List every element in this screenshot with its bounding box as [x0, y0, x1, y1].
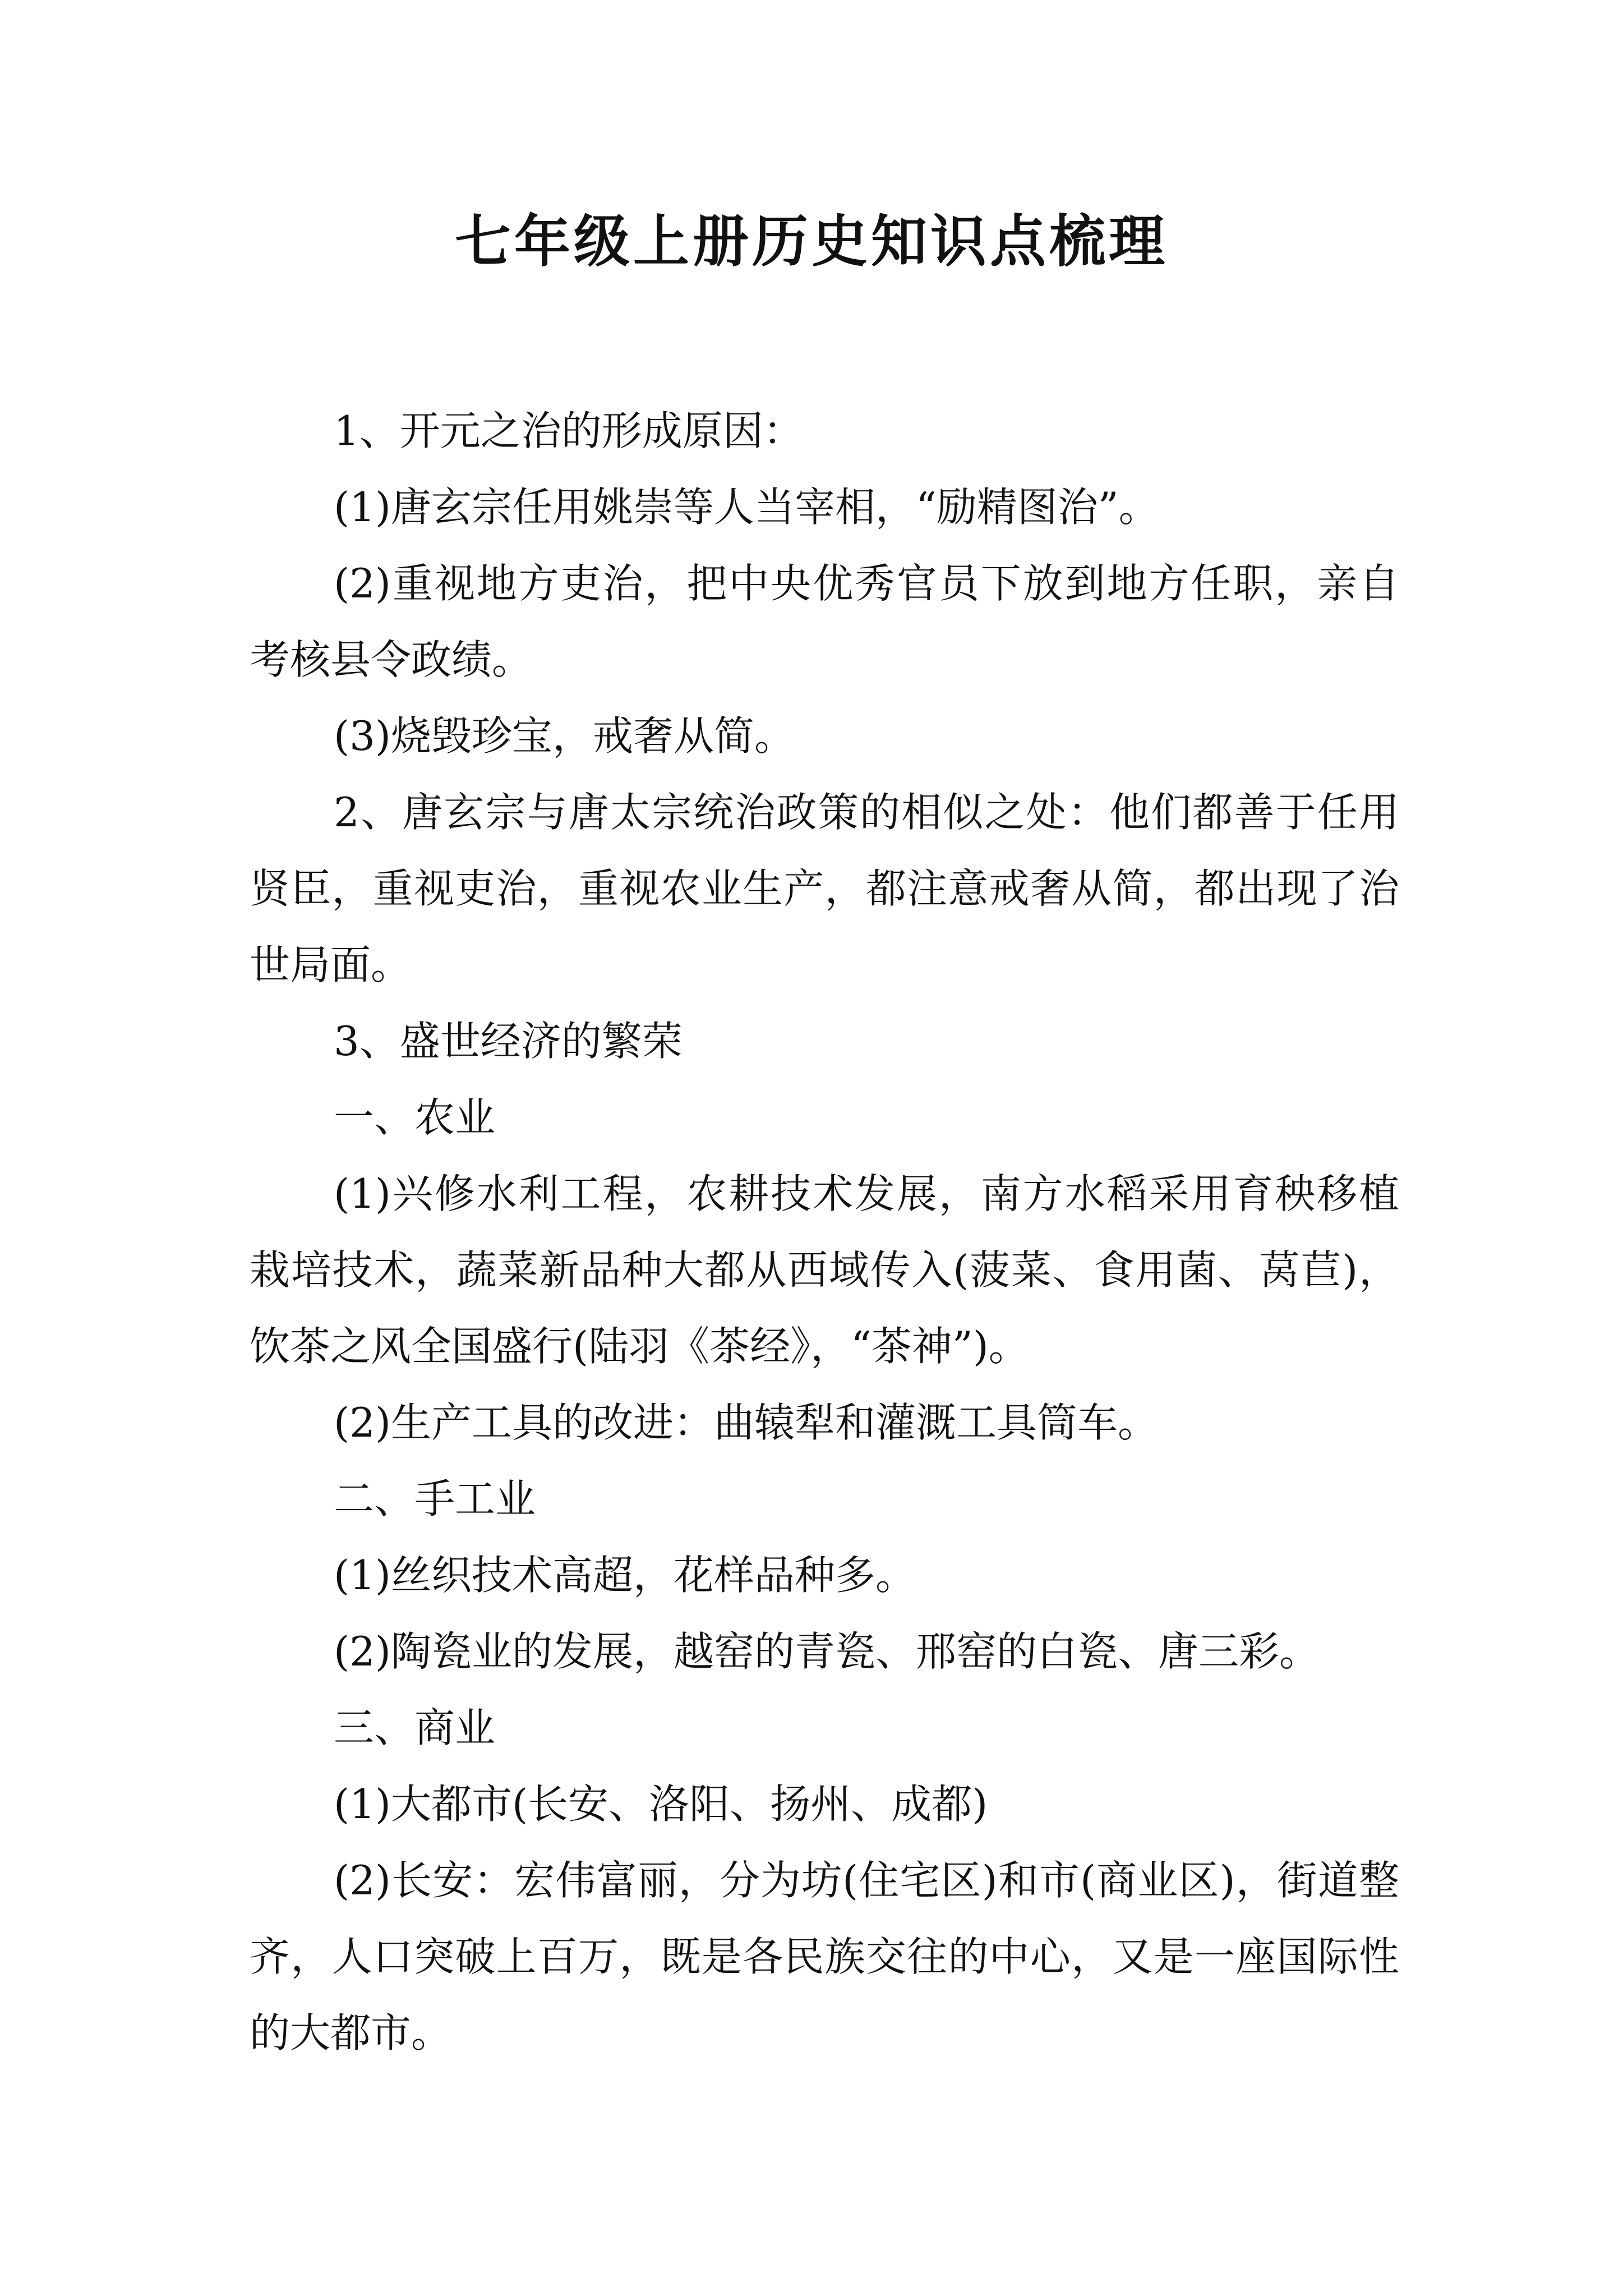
paragraph: (1)大都市(长安、洛阳、扬州、成都)	[334, 1780, 988, 1828]
paragraph: (1)兴修水利工程，农耕技术发展，南方水稻采用育秧移植栽培技术，蔬菜新品种大都从西域传入(菠菜、食用菌、莴苣)，饮茶之风全国盛行(陆羽《茶经》，“茶神”)。	[250, 1170, 1399, 1370]
paragraph: (3)烧毁珍宝，戒奢从简。	[334, 712, 795, 760]
subsection-heading: 二、手工业	[334, 1475, 536, 1522]
section-heading: 3、盛世经济的繁荣	[334, 1018, 683, 1065]
paragraph: (2)陶瓷业的发展，越窑的青瓷、邢窑的白瓷、唐三彩。	[334, 1628, 1320, 1675]
subsection-heading: 一、农业	[334, 1094, 496, 1141]
paragraph: (1)丝织技术高超，花样品种多。	[334, 1552, 916, 1599]
paragraph: (1)唐玄宗任用姚崇等人当宰相，“励精图治”。	[334, 484, 1159, 531]
paragraph: 1、开元之治的形成原因：	[334, 407, 804, 454]
paragraph: (2)重视地方吏治，把中央优秀官员下放到地方任职，亲自考核县令政绩。	[250, 560, 1399, 683]
subsection-heading: 三、商业	[334, 1704, 496, 1751]
document-body	[250, 393, 1399, 2071]
paragraph: (2)生产工具的改进：曲辕犁和灌溉工具筒车。	[334, 1399, 1158, 1446]
paragraph: (2)长安：宏伟富丽，分为坊(住宅区)和市(商业区)，街道整齐，人口突破上百万，既是各民族交往的中心，又是一座国际性的大都市。	[250, 1857, 1399, 2056]
document-title: 七年级上册历史知识点梳理	[455, 208, 1168, 274]
paragraph: 2、唐玄宗与唐太宗统治政策的相似之处：他们都善于任用贤臣，重视吏治，重视农业生产，都注意戒奢从简，都出现了治世局面。	[250, 789, 1399, 988]
